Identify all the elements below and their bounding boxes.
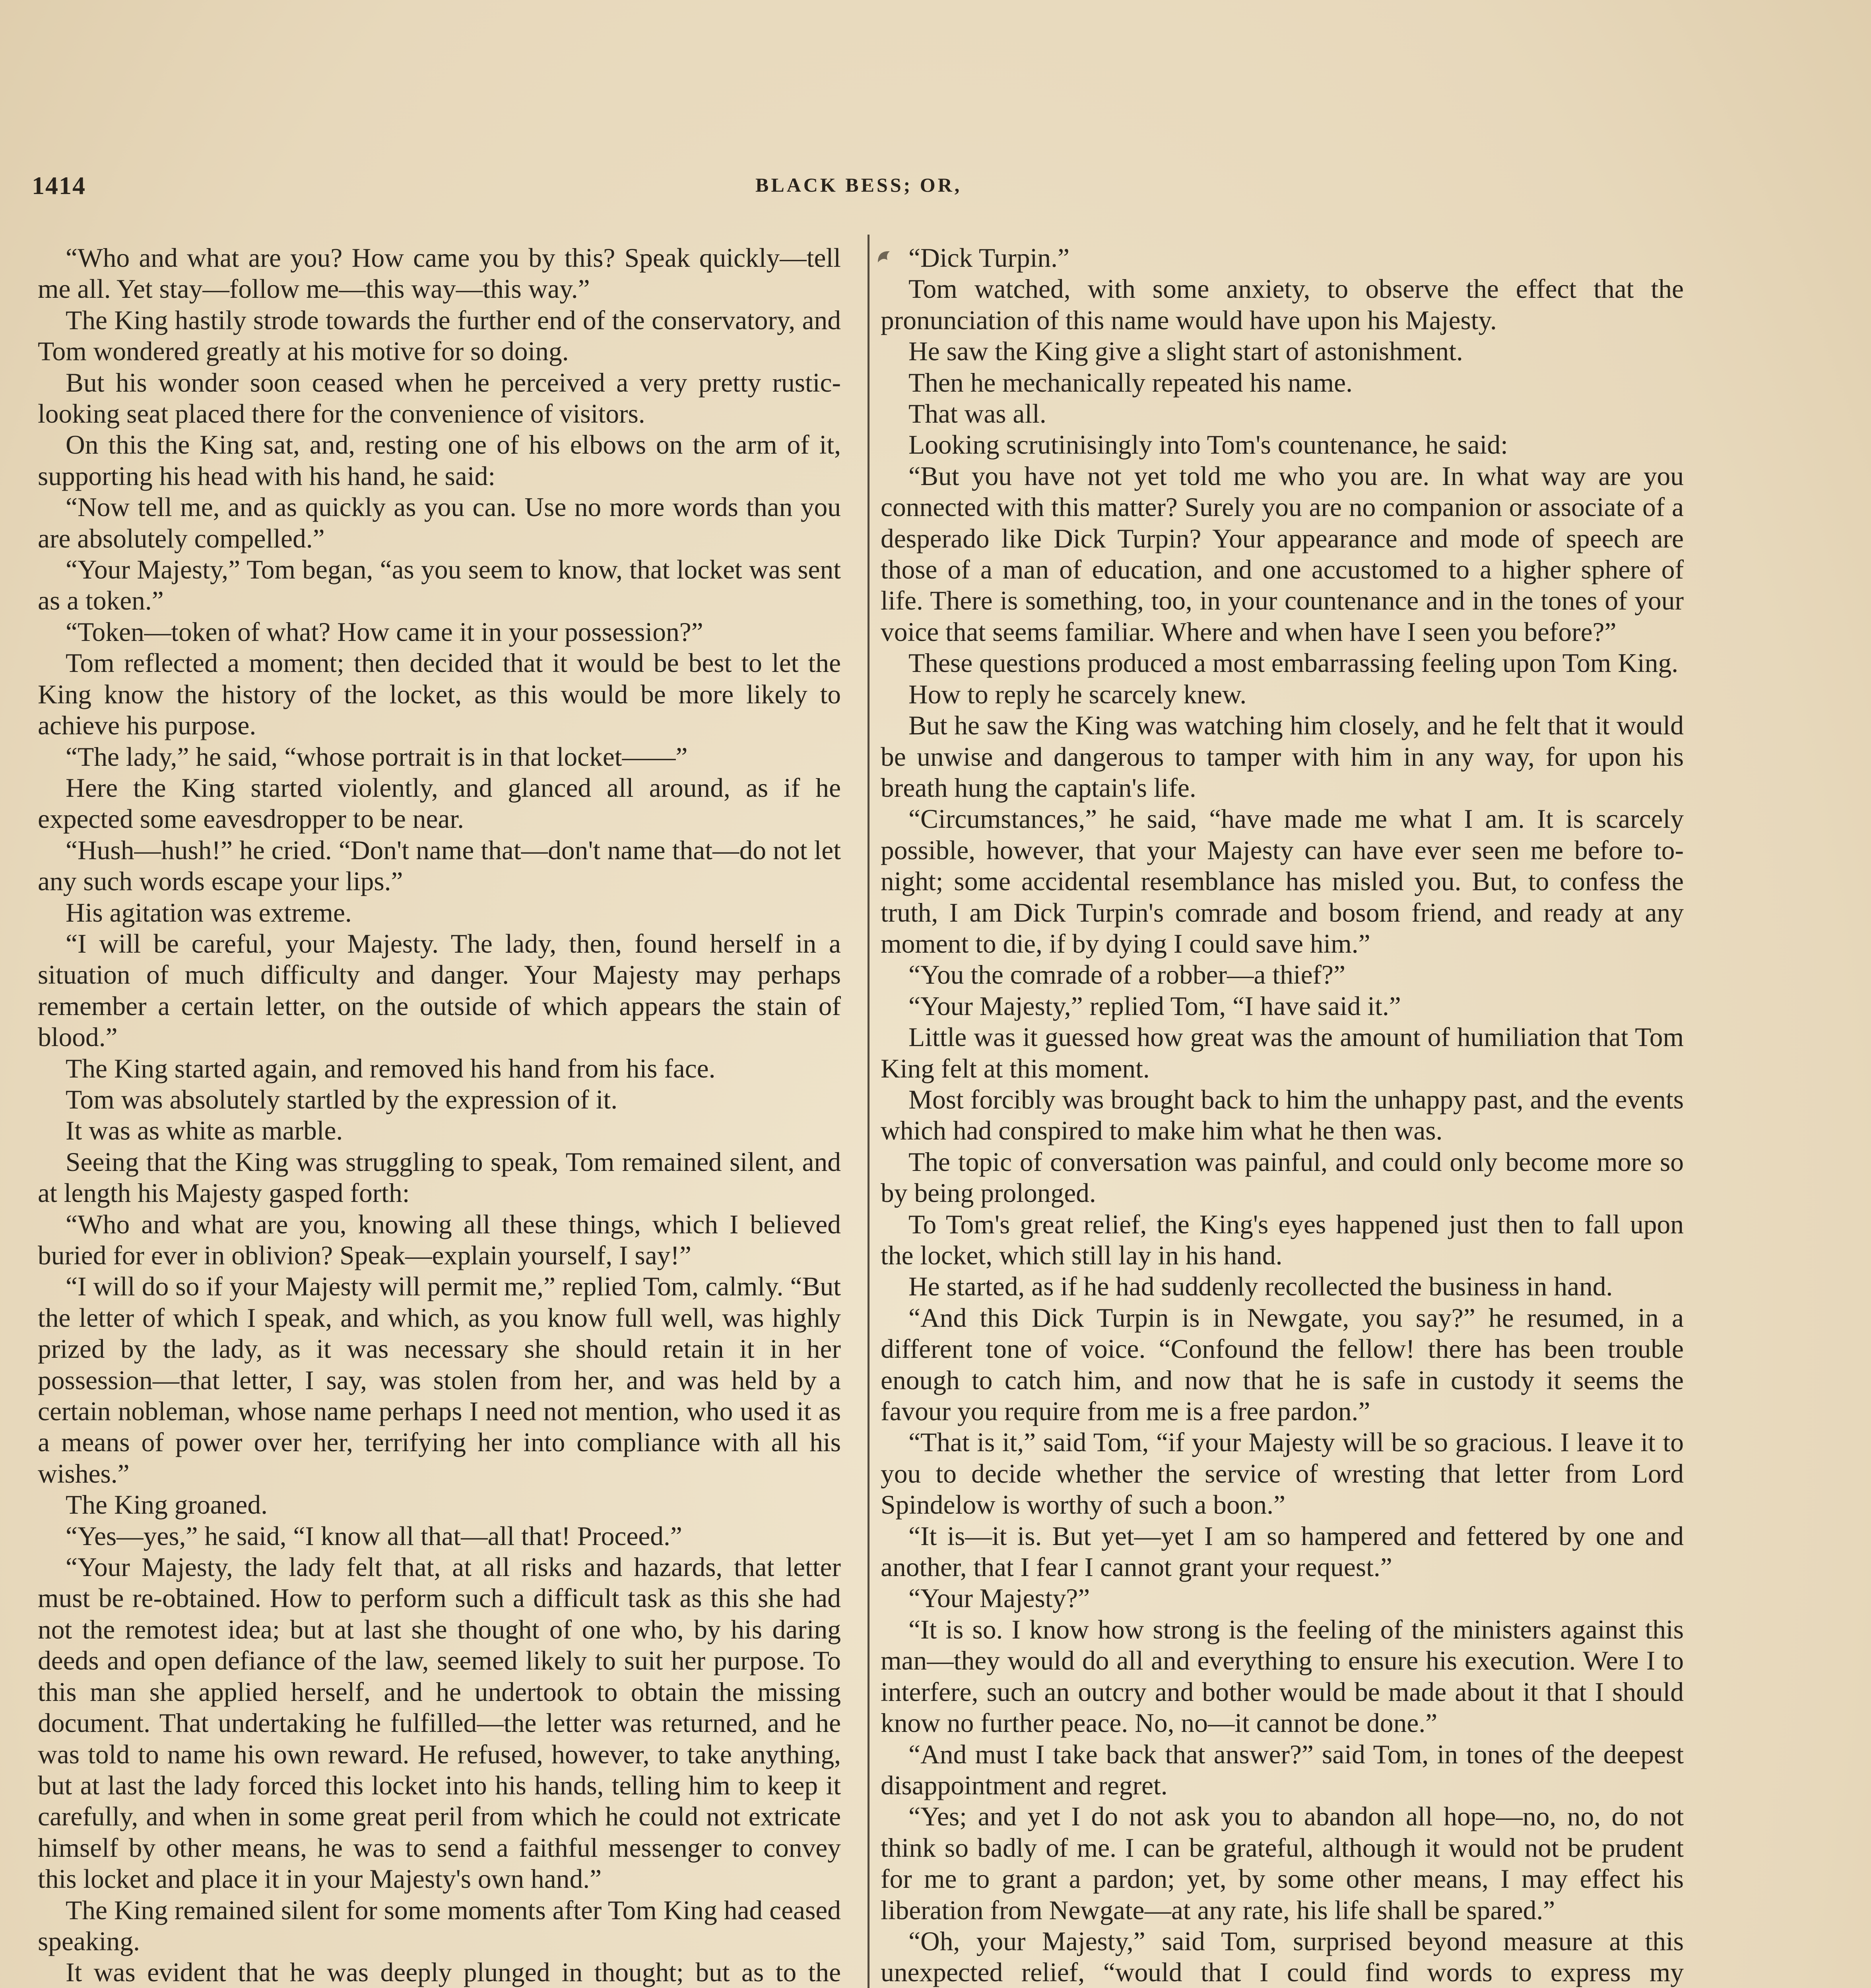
paragraph: “The lady,” he said, “whose portrait is in that locket——” [66,742,688,772]
paragraph: “Yes—yes,” he said, “I know all that—all that! Proceed.” [66,1521,682,1551]
paragraph: “And this Dick Turpin is in Newgate, you say?” he resumed, in a different tone of voice. “Confound the fellow! there has been trouble enough to catch him, and now that he is safe in custody it seems the favour you require from me is a free pardon.” [881,1303,1684,1427]
paragraph: “Yes; and yet I do not ask you to abandon all hope—no, no, do not think so badly of me. I can be grateful, although it would not be prudent for me to grant a pardon; yet, by some other means, I may effect his liberation from Newgate—at any rate, his life shall be spared.” [881,1802,1684,1925]
paragraph: The King groaned. [66,1490,268,1520]
column-divider [868,235,870,1988]
paragraph: The King started again, and removed his hand from his face. [66,1053,716,1083]
paragraph: “Your Majesty,” replied Tom, “I have said it.” [908,991,1401,1021]
paragraph: How to reply he scarcely knew. [908,679,1247,709]
paragraph: His agitation was extreme. [66,897,352,928]
paragraph: He started, as if he had suddenly recollected the business in hand. [908,1272,1613,1302]
paragraph: It was evident that he was deeply plunged in thought; but as to the [66,1957,841,1988]
right-column [881,243,1684,1988]
paragraph: “Oh, your Majesty,” said Tom, surprised beyond measure at this unexpected relief, “would that I could find words to express my [881,1926,1684,1988]
page-number: 1414 [32,171,86,200]
paragraph: “That is it,” said Tom, “if your Majesty will be so gracious. I leave it to you to decide whether the service of wresting that letter from Lord Spindelow is worthy of such a boon.” [881,1427,1684,1520]
paragraph: “Your Majesty,” Tom began, “as you seem to know, that locket was sent as a token.” [38,555,841,616]
paragraph: “Token—token of what? How came it in your possession?” [66,617,703,647]
paragraph: Tom was absolutely startled by the expression of it. [66,1084,618,1114]
paragraph: It was as white as marble. [66,1116,343,1146]
page-header [32,171,1702,199]
paragraph: “It is—it is. But yet—yet I am so hampered and fettered by one and another, that I fear I cannot grant your request.” [881,1521,1684,1582]
paragraph: Looking scrutinisingly into Tom's countenance, he said: [908,430,1508,460]
paragraph: “But you have not yet told me who you are. In what way are you connected with this matter? Surely you are no companion or associate of a desperado like Dick Turpin? Your appearance and mode of speech are those of a man of education, and one accustomed to a higher sphere of life. There is something, too, in your countenance and in the tones of your voice that seems familiar. Where and when have I seen you before?” [881,461,1684,647]
paragraph: The King hastily strode towards the further end of the conservatory, and Tom wondered greatly at his motive for so doing. [38,305,841,367]
paragraph: “Your Majesty, the lady felt that, at all risks and hazards, that letter must be re-obtained. How to perform such a difficult task as this she had not the remotest idea; but at last she thought of one who, by his daring deeds and open defiance of the law, seemed likely to suit her purpose. To this man she applied herself, and he undertook to obtain the missing document. That undertaking he fulfilled—the letter was returned, and he was told to name his own reward. He refused, however, to take anything, but at last the lady forced this locket into his hands, telling him to keep it carefully, and when in some great peril from which he could not extricate himself by other means, he was to send a faithful messenger to convey this locket and place it in your Majesty's own hand.” [38,1552,841,1894]
paragraph: That was all. [908,399,1046,429]
paragraph: “I will do so if your Majesty will permit me,” replied Tom, calmly. “But the letter of which I speak, and which, as you know full well, was highly prized by the lady, as it was necessary she should retain it in her possession—that letter, I say, was stolen from her, and was held by a certain nobleman, whose name perhaps I need not mention, who used it as a means of power over her, terrifying her into compliance with all his wishes.” [38,1272,841,1489]
paragraph: “I will be careful, your Majesty. The lady, then, found herself in a situation of much difficulty and danger. Your Majesty may perhaps remember a certain letter, on the outside of which appears the stain of blood.” [38,928,841,1052]
paragraph: “Circumstances,” he said, “have made me what I am. It is scarcely possible, however, that your Majesty can have ever seen me before to-night; some accidental resemblance has misled you. But, to confess the truth, I am Dick Turpin's comrade and bosom friend, and ready at any moment to die, if by dying I could save him.” [881,804,1684,959]
paragraph: He saw the King give a slight start of astonishment. [908,336,1463,367]
paragraph: The topic of conversation was painful, and could only become more so by being prolonged. [881,1147,1684,1208]
paragraph: “Your Majesty?” [908,1583,1090,1613]
paragraph: Most forcibly was brought back to him the unhappy past, and the events which had conspired to make him what he then was. [881,1084,1684,1146]
paragraph: Tom watched, with some anxiety, to observe the effect that the pronunciation of this name would have upon his Majesty. [881,274,1684,335]
paragraph: “Who and what are you? How came you by this? Speak quickly—tell me all. Yet stay—follow me—this way—this way.” [38,243,841,304]
paragraph: “Who and what are you, knowing all these things, which I believed buried for ever in oblivion? Speak—explain yourself, I say!” [38,1209,841,1270]
paragraph: Tom reflected a moment; then decided that it would be best to let the King know the history of the locket, as this would be more likely to achieve his purpose. [38,648,841,741]
running-head: BLACK BESS; OR, [755,174,962,196]
paragraph: But his wonder soon ceased when he perceived a very pretty rustic-looking seat placed there for the convenience of visitors. [38,367,841,429]
paragraph: But he saw the King was watching him closely, and he felt that it would be unwise and dangerous to tamper with him in any way, for upon his breath hung the captain's life. [881,711,1684,803]
paragraph: To Tom's great relief, the King's eyes happened just then to fall upon the locket, which still lay in his hand. [881,1209,1684,1270]
paragraph: “Now tell me, and as quickly as you can. Use no more words than you are absolutely compelled.” [38,492,841,553]
paragraph: The King remained silent for some moments after Tom King had ceased speaking. [38,1895,841,1956]
paragraph: These questions produced a most embarrassing feeling upon Tom King. [908,648,1679,678]
left-column [38,243,841,1988]
paragraph: “You the comrade of a robber—a thief?” [908,960,1345,990]
paragraph: Little was it guessed how great was the amount of humiliation that Tom King felt at this moment. [881,1022,1684,1083]
paragraph: On this the King sat, and, resting one of his elbows on the arm of it, supporting his head with his hand, he said: [38,430,841,491]
paragraph: “And must I take back that answer?” said Tom, in tones of the deepest disappointment and regret. [881,1739,1684,1800]
paragraph: Then he mechanically repeated his name. [908,367,1353,398]
paragraph: “Dick Turpin.” [908,243,1069,273]
paragraph: Here the King started violently, and glanced all around, as if he expected some eavesdropper to be near. [38,773,841,834]
paragraph: “It is so. I know how strong is the feeling of the ministers against this man—they would do all and everything to ensure his execution. Were I to interfere, such an outcry and bother would be made about it that I should know no further peace. No, no—it cannot be done.” [881,1614,1684,1738]
paragraph: “Hush—hush!” he cried. “Don't name that—don't name that—do not let any such words escape your lips.” [38,835,841,897]
paragraph: Seeing that the King was struggling to speak, Tom remained silent, and at length his Majesty gasped forth: [38,1147,841,1208]
